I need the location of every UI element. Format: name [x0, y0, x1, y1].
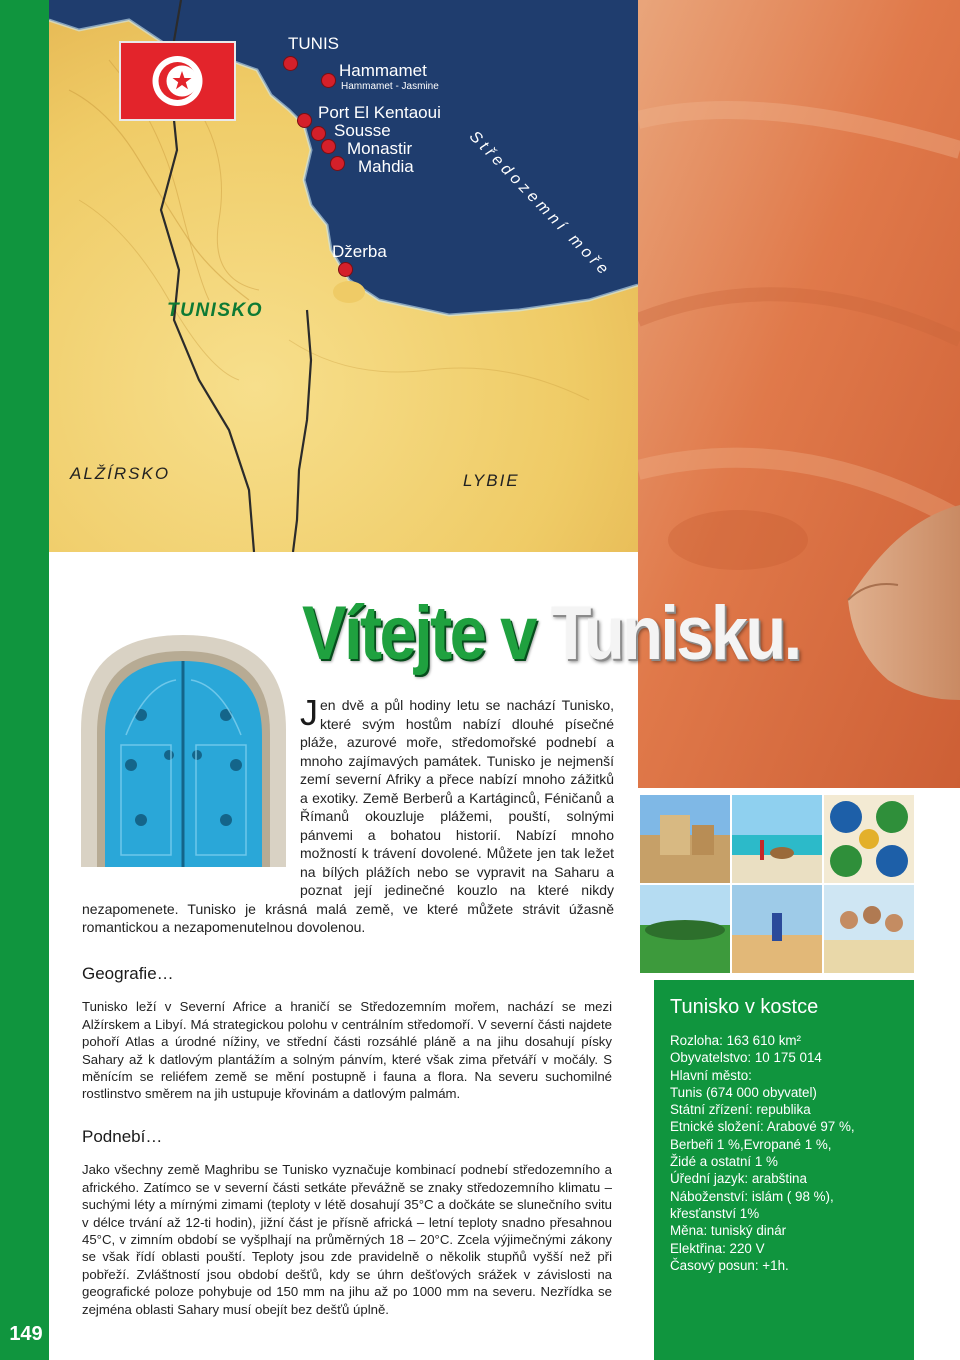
fortress-image — [640, 795, 730, 883]
city-label-tunis: TUNIS — [288, 34, 339, 53]
fact-item: Tunis (674 000 obyvatel) — [670, 1084, 817, 1100]
section-paragraph: Tunisko leží v Severní Africe a hraničí se Středozemním mořem, nachází se mezi Alžírskem a Libyí. Má strategickou polohu v centrálním středomoří. V severní části najdete pohoří Atlas a úrodné nížiny, ve střední části rozsáhlé pláně a na jihu dosahují písky Sahary až k datlovým plantážím a solným pánvím, které však zima přetváří v močály. S měnícím se reliéfem země se mění postupně i fauna a flora. Na severu suchomilné rostlinstvo směrem na jih ustupuje křovinám a datlovým palmám. — [82, 999, 612, 1102]
intro-text — [82, 692, 614, 937]
city-label-dzerba: Džerba — [332, 242, 387, 261]
desert-rider-image — [732, 885, 822, 973]
facts-box — [654, 980, 914, 1360]
side-bar — [0, 0, 49, 1360]
sea-label: Středozemní moře — [465, 128, 614, 281]
country-label-algeria: ALŽÍRSKO — [70, 464, 171, 483]
tiles-image — [824, 795, 914, 883]
fact-item: Úřední jazyk: arabština — [670, 1171, 807, 1187]
fact-item: Státní zřízení: republika — [670, 1102, 811, 1118]
city-label-port-el-kentaoui: Port El Kentaoui — [318, 103, 441, 122]
fact-item: Berbeři 1 %,Evropané 1 %, — [670, 1136, 832, 1152]
fact-item: Etnické složení: Arabové 97 %, — [670, 1119, 855, 1135]
fact-item: Rozloha: 163 610 km² — [670, 1033, 802, 1048]
fact-item: křesťanství 1% — [670, 1205, 760, 1221]
drop-cap: J — [300, 692, 318, 733]
page-number: 149 — [9, 1323, 43, 1345]
city-dot — [331, 157, 344, 170]
camel-beach-image — [732, 795, 822, 883]
section-paragraph: Jako všechny země Maghribu se Tunisko vyznačuje kombinací podnebí středozemního a afrického. Zatímco se v severní části setkáte převážně se znaky středozemního klimatu – suchými léty a mírnými zimami (teploty v létě dosahují 35°C a dočkáte se slunečního svitu v délce trvání až 12-ti hodin), jižní část je přísně africká – letní teploty snadno přesahnou 45°C, v zimním období se vyšplhají na průměrných 18 – 20°C. Zcela výjimečnými zákony se však řídí oblasti pouští. Teploty jsou zde pravidelně o několik stupňů vyšší než při pobřeží. Zvláštností jsou období dešťů, kdy se úhrn dešťových srážek v závislosti na geografické poloze pohybuje od 150 mm na jihu až po 1000 mm na severu. Nezřídka se zejména oblasti Sahary musí obejít bez dešťů úplně. — [82, 1162, 612, 1317]
headline-part-2: Tunisku. — [550, 591, 800, 676]
fact-item: Časový posun: +1h. — [670, 1257, 789, 1273]
city-dot — [284, 57, 297, 70]
city-label-hammamet: Hammamet — [339, 61, 427, 80]
city-sublabel-hammamet: Hammamet - Jasmine — [341, 81, 439, 92]
headline-part-1: Vítejte v — [302, 591, 535, 676]
section-title: Geografie… — [82, 964, 174, 983]
fact-item: Náboženství: islám ( 98 %), — [670, 1188, 834, 1204]
city-dot — [339, 263, 352, 276]
city-dot — [312, 127, 325, 140]
golf-image — [640, 885, 730, 973]
fact-item: Hlavní město: — [670, 1067, 752, 1083]
fact-item: Elektřina: 220 V — [670, 1240, 765, 1256]
country-label-tunisko: TUNISKO — [167, 300, 263, 321]
photo-camel-beach — [732, 795, 822, 883]
photo-desert-rider — [732, 885, 822, 973]
photo-group — [824, 885, 914, 973]
city-dot — [298, 114, 311, 127]
facts-list — [670, 1032, 900, 1274]
city-label-sousse: Sousse — [334, 121, 391, 140]
country-label-libya: LYBIE — [463, 471, 520, 490]
section-geografie — [82, 965, 612, 1103]
city-label-monastir: Monastir — [347, 139, 413, 158]
city-dot — [322, 140, 335, 153]
fact-item: Židé a ostatní 1 % — [670, 1154, 778, 1170]
photo-collage — [640, 795, 914, 973]
photo-golf — [640, 885, 730, 973]
photo-tiles — [824, 795, 914, 883]
photo-fortress — [640, 795, 730, 883]
fact-item: Obyvatelstvo: 10 175 014 — [670, 1050, 822, 1066]
facts-title: Tunisko v kostce — [670, 996, 819, 1018]
tunisia-flag — [119, 41, 236, 121]
page-headline — [302, 590, 800, 677]
city-label-mahdia: Mahdia — [358, 157, 414, 176]
fact-item: Měna: tuniský dinár — [670, 1223, 787, 1239]
section-title: Podnebí… — [82, 1127, 163, 1146]
city-dot — [322, 74, 335, 87]
section-podnebi — [82, 1128, 612, 1318]
group-image — [824, 885, 914, 973]
intro-paragraph: en dvě a půl hodiny letu se nachází Tunisko, které svým hostům nabízí dlouhé písečné pláže, azurové moře, středomořské podnebí a mnoho zajímavých památek. Tunisko je nejmenší zemí severní Afriky a přece nabízí mnoho zážitků a exotiky. Země Berberů a Kartáginců, Féničanů a Římanů okouzluje plážemi, pouští, solnými pánvemi a bohatou historií. Nabízí mnoho možností k trávení dovolené. Můžete jen tak ležet na bílých plážích nebo se vypravit na Saharu a poznat její jedinečné kouzlo na které nikdy nezapomenete. Tunisko je krásná malá země, ve které můžete strávit úžasně romantickou a nezapomenutelnou dovolenou. — [82, 697, 614, 935]
flag-icon — [121, 43, 234, 119]
